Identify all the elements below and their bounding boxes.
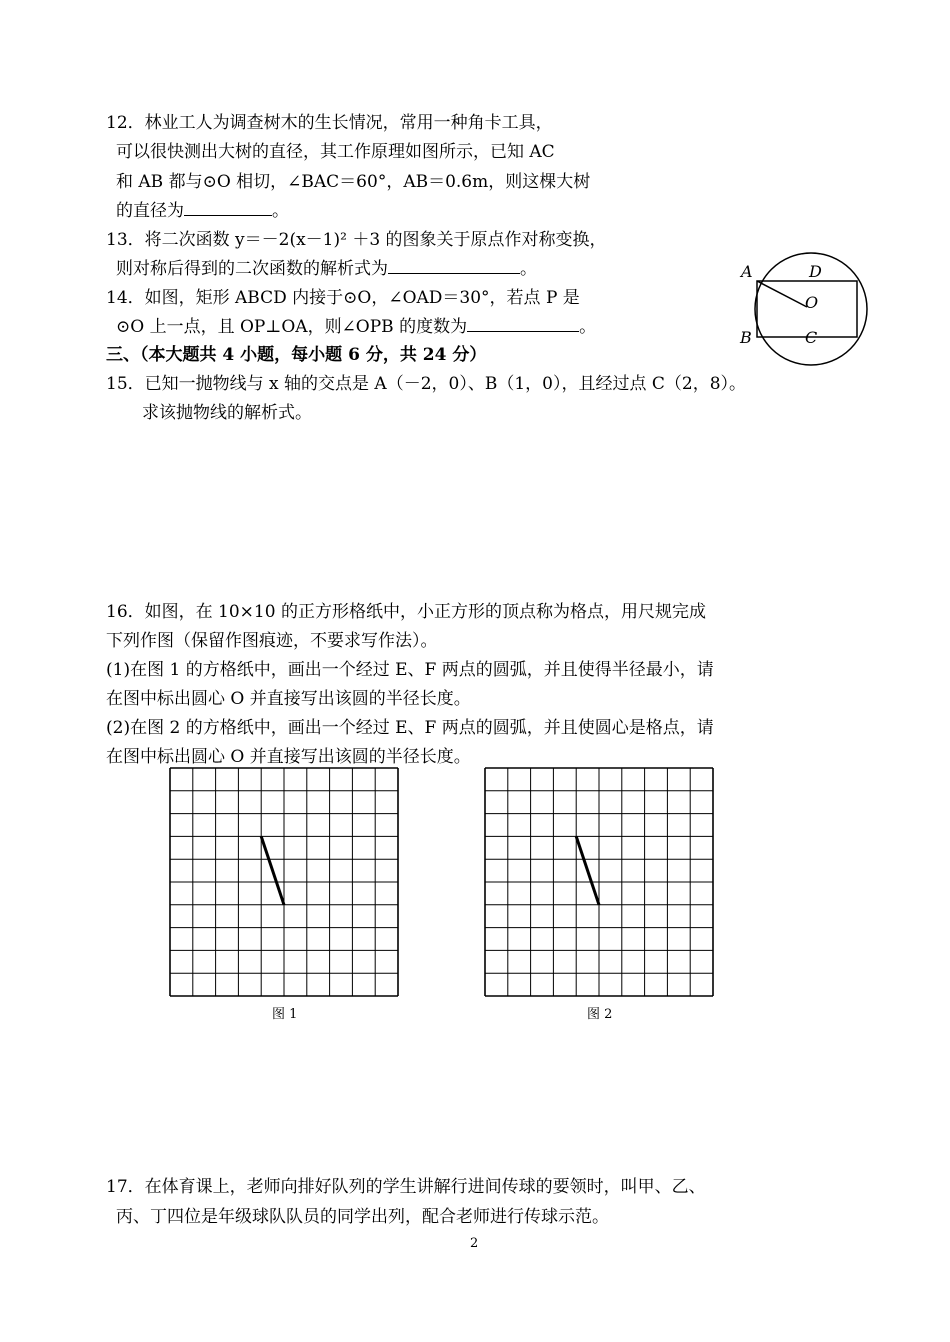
grid-figure-1 [170,768,398,996]
page-number: 2 [470,1236,479,1251]
q16-line5: (2)在图 2 的方格纸中，画出一个经过 E、F 两点的圆弧，并且使圆心是格点，请 [106,718,714,738]
q14-line2-end: 。 [579,317,597,337]
label-d: D [809,262,822,281]
q13-line2-end: 。 [520,259,537,279]
q13-line2 [116,257,537,281]
q12-line4 [116,199,289,223]
label-b: B [740,328,752,347]
figure2-caption: 图 2 [587,1007,613,1022]
grid-figure-2 [485,768,713,996]
figure1-caption: 图 1 [272,1007,298,1022]
q16-line6: 在图中标出圆心 O 并直接写出该圆的半径长度。 [106,747,471,767]
q12-line4-end: 。 [272,201,289,221]
segment-ef [261,836,284,904]
q15-line2: 求该抛物线的解析式。 [142,403,312,423]
q15-line1: 15．已知一抛物线与 x 轴的交点是 A（－2，0）、B（1，0），且经过点 C（2，8）。 [106,374,747,394]
q12-line4-text: 的直径为 [116,201,184,221]
section3-heading: 三、（本大题共 4 小题，每小题 6 分，共 24 分） [106,345,487,365]
q14-line2-text: ⊙O 上一点，且 OP⊥OA，则∠OPB 的度数为 [116,317,468,337]
q12-answer-blank[interactable] [184,199,272,216]
segment-ef [576,836,599,904]
q13-line1: 13．将二次函数 y＝－2(x－1)² ＋3 的图象关于原点作对称变换， [106,230,607,250]
label-o: O [805,293,819,312]
label-c: C [805,328,818,347]
q17-line1: 17．在体育课上，老师向排好队列的学生讲解行进间传球的要领时，叫甲、乙、 [106,1177,706,1197]
q14-line2 [116,315,596,339]
q16-line2: 下列作图（保留作图痕迹，不要求写作法）。 [106,631,438,651]
label-a: A [741,262,753,281]
q14-line1: 14．如图，矩形 ABCD 内接于⊙O，∠OAD＝30°，若点 P 是 [106,288,580,308]
q12-line3: 和 AB 都与⊙O 相切，∠BAC＝60°，AB＝0.6m，则这棵大树 [116,172,591,192]
q16-line1: 16．如图，在 10×10 的正方形格纸中，小正方形的顶点称为格点，用尺规完成 [106,602,706,622]
q12-line2: 可以很快测出大树的直径，其工作原理如图所示，已知 AC [116,142,555,162]
q14-answer-blank[interactable] [467,315,579,332]
q16-line4: 在图中标出圆心 O 并直接写出该圆的半径长度。 [106,689,471,709]
q17-line2: 丙、丁四位是年级球队队员的同学出列，配合老师进行传球示范。 [116,1207,609,1227]
q16-line3: (1)在图 1 的方格纸中，画出一个经过 E、F 两点的圆弧，并且使得半径最小，请 [106,660,714,680]
q12-line1: 12．林业工人为调查树木的生长情况，常用一种角卡工具， [106,113,553,133]
q13-line2-text: 则对称后得到的二次函数的解析式为 [116,259,388,279]
segment-ao [757,281,807,307]
q13-answer-blank[interactable] [388,257,520,274]
q14-circle-figure [735,255,875,370]
